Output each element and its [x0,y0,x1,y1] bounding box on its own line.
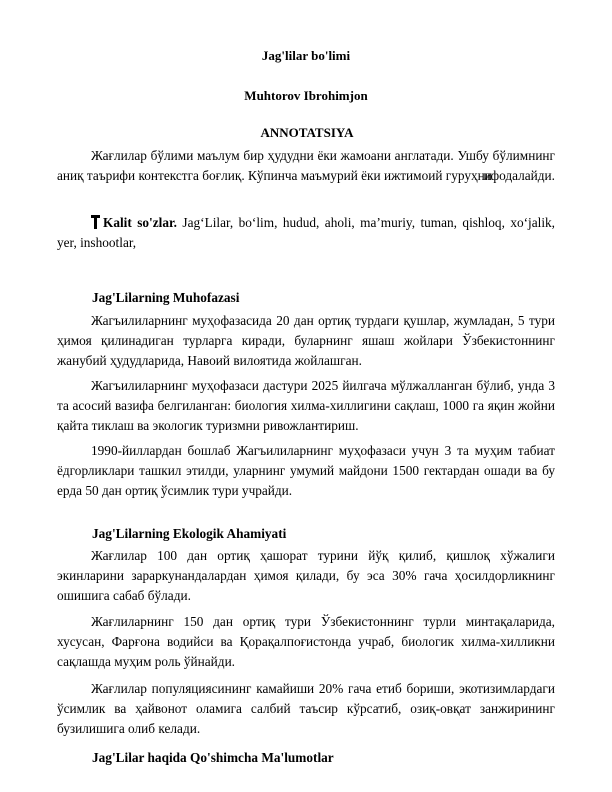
keywords-label: Kalit so'zlar. [103,215,177,230]
keywords-paragraph [57,213,555,253]
annotation-text-last: ифодалайди. [483,168,555,183]
section-heading: Jag'Lilarning Ekologik Ahamiyati [92,526,287,541]
annotation-text-main: Жағлилар бўлими маълум бир ҳудудни ёки жамоани англатади. Ушбу бўлимнинг аниқ таърифи контекстга боғлиқ. Кўпинча маъмурий ёки ижтимоий гуруҳни [57,148,555,183]
keywords-text: Jag‘Lilar, bo‘lim, hudud, aholi, ma’muriy, tuman, qishloq, xo‘jalik, yer, inshootlar, [57,215,555,250]
section-paragraph: Жағлилар популяциясининг камайиши 20% гача етиб бориши, экотизимлардаги ўсимлик ва ҳайвонот оламига салбий таъсир кўрсатиб, озиқ-овқат занжирининг бузилишига олиб келади. [57,681,555,736]
section-paragraph: Жагъилиларнинг муҳофазаси дастури 2025 йилгача мўлжалланган бўлиб, унда 3 та асосий вазифа белгиланган: биология хилма-хиллигини сақлаш, 1000 га яқин жойни қайта тиклаш ва экологик туризмни ривожлантириш. [57,378,555,433]
pin-icon [91,215,100,229]
section-paragraph: Жагъилиларнинг муҳофазасида 20 дан ортиқ турдаги қушлар, жумладан, 5 тури ҳимоя қилинадиган турларга киради, буларнинг яшаш жойлари Ўзбекистоннинг жанубий ҳудудларида, Навоий вилоятида жойлашган. [57,313,555,368]
annotation-heading-text: ANNOTATSIYA [260,125,354,140]
section-paragraph: 1990-йиллардан бошлаб Жагъилиларнинг муҳофазаси учун 3 та муҳим табиат ёдгорликлари ташкил этилди, уларнинг умумий майдони 1500 гектардан ошади ва бу ерда 50 дан ортиқ ўсимлик тури учрайди. [57,443,555,498]
document-author: Muhtorov Ibrohimjon [244,88,368,103]
section-heading: Jag'Lilar haqida Qo'shimcha Ma'lumotlar [92,750,334,765]
document-title: Jag'lilar bo'limi [261,48,351,63]
section-paragraph: Жағлиларнинг 150 дан ортиқ тури Ўзбекистоннинг турли минтақаларида, хусусан, Фарғона водийси ва Қорақалпоғистонда учраб, биологик хилма-хилликни сақлашда муҳим роль ўйнайди. [57,614,555,669]
section-heading: Jag'Lilarning Muhofazasi [92,290,240,305]
section-paragraph: Жағлилар 100 дан ортиқ ҳашорат турини йўқ қилиб, қишлоқ хўжалиги экинларини зараркунандалардан ҳимоя қилади, бу эса 30% гача ҳосилдорликнинг ошишига сабаб бўлади. [57,548,555,603]
annotation-text [57,146,555,186]
annotation-heading [0,125,612,141]
